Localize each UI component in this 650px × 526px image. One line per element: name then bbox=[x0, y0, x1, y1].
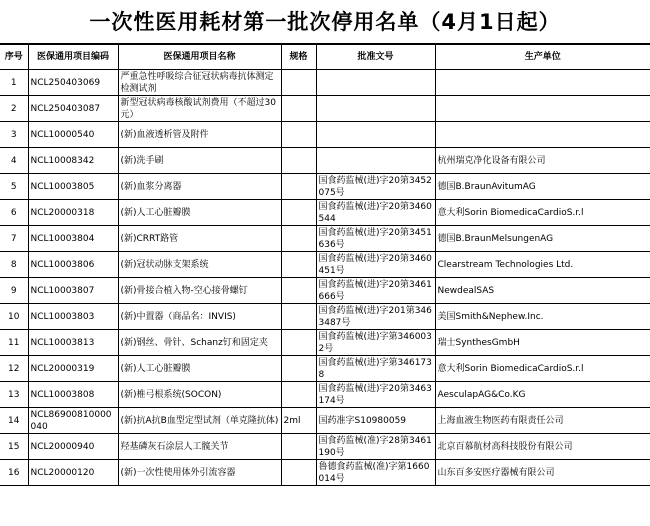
table-row bbox=[0, 200, 650, 226]
table-row bbox=[0, 434, 650, 460]
cell-code: NCL250403087 bbox=[28, 96, 118, 122]
cell-name: 新型冠状病毒核酸试剂费用（不超过30元） bbox=[118, 96, 281, 122]
header-name: 医保通用项目名称 bbox=[118, 45, 281, 70]
cell-spec bbox=[281, 122, 316, 148]
table-row bbox=[0, 148, 650, 174]
table-row bbox=[0, 460, 650, 486]
cell-manufacturer: 杭州瑞克净化设备有限公司 bbox=[435, 148, 650, 174]
cell-name: (新)CRRT路管 bbox=[118, 226, 281, 252]
cell-name: (新)一次性使用体外引流容器 bbox=[118, 460, 281, 486]
cell-name: 严重急性呼吸综合征冠状病毒抗体测定检测试剂 bbox=[118, 70, 281, 96]
header-spec: 规格 bbox=[281, 45, 316, 70]
cell-no: 11 bbox=[0, 330, 28, 356]
cell-spec bbox=[281, 96, 316, 122]
cell-no: 6 bbox=[0, 200, 28, 226]
cell-name: (新)中置器（商品名：INVIS) bbox=[118, 304, 281, 330]
cell-approval: 国食药监械(进)字20第3451636号 bbox=[316, 226, 435, 252]
cell-manufacturer: 意大利Sorin BiomedicaCardioS.r.l bbox=[435, 200, 650, 226]
cell-no: 3 bbox=[0, 122, 28, 148]
cell-no: 9 bbox=[0, 278, 28, 304]
cell-manufacturer: Clearstream Technologies Ltd. bbox=[435, 252, 650, 278]
cell-manufacturer: 德国B.BraunAvitumAG bbox=[435, 174, 650, 200]
table-row bbox=[0, 278, 650, 304]
cell-approval bbox=[316, 148, 435, 174]
cell-name: (新)人工心脏瓣膜 bbox=[118, 356, 281, 382]
cell-no: 16 bbox=[0, 460, 28, 486]
cell-spec bbox=[281, 382, 316, 408]
cell-manufacturer: 山东百多安医疗器械有限公司 bbox=[435, 460, 650, 486]
cell-name: (新)冠状动脉支架系统 bbox=[118, 252, 281, 278]
cell-spec bbox=[281, 70, 316, 96]
cell-manufacturer: 瑞士SynthesGmbH bbox=[435, 330, 650, 356]
cell-approval: 国食药监械(进)字20第3460544 bbox=[316, 200, 435, 226]
cell-code: NCL20000319 bbox=[28, 356, 118, 382]
cell-code: NCL86900810000040 bbox=[28, 408, 118, 434]
cell-name: (新)钢丝、骨针、Schanz钉和固定夹 bbox=[118, 330, 281, 356]
cell-no: 13 bbox=[0, 382, 28, 408]
cell-spec: 2ml bbox=[281, 408, 316, 434]
cell-approval: 国食药监械(进)字20第3460451号 bbox=[316, 252, 435, 278]
cell-manufacturer bbox=[435, 70, 650, 96]
table-row bbox=[0, 174, 650, 200]
cell-code: NCL10003806 bbox=[28, 252, 118, 278]
cell-spec bbox=[281, 304, 316, 330]
cell-code: NCL20000940 bbox=[28, 434, 118, 460]
header-approval: 批准文号 bbox=[316, 45, 435, 70]
cell-approval bbox=[316, 96, 435, 122]
cell-manufacturer: AesculapAG&Co.KG bbox=[435, 382, 650, 408]
cell-name: (新)血液透析管及附件 bbox=[118, 122, 281, 148]
cell-code: NCL10003807 bbox=[28, 278, 118, 304]
cell-approval: 鲁德食药监械(准)字第1660014号 bbox=[316, 460, 435, 486]
data-table bbox=[0, 44, 650, 486]
cell-code: NCL10000540 bbox=[28, 122, 118, 148]
cell-no: 10 bbox=[0, 304, 28, 330]
cell-no: 5 bbox=[0, 174, 28, 200]
cell-name: (新)洗手刷 bbox=[118, 148, 281, 174]
cell-approval: 国食药监械(进)字20第3461666号 bbox=[316, 278, 435, 304]
cell-approval: 国食药监械(进)字第3461738 bbox=[316, 356, 435, 382]
header-row bbox=[0, 45, 650, 70]
cell-no: 15 bbox=[0, 434, 28, 460]
cell-no: 1 bbox=[0, 70, 28, 96]
cell-spec bbox=[281, 226, 316, 252]
cell-manufacturer: NewdealSAS bbox=[435, 278, 650, 304]
cell-approval: 国食药监械(进)字第3460032号 bbox=[316, 330, 435, 356]
cell-no: 14 bbox=[0, 408, 28, 434]
cell-approval: 国食药监械(准)字28第3461190号 bbox=[316, 434, 435, 460]
table-row bbox=[0, 356, 650, 382]
cell-name: (新)骨接合植入物-空心接骨螺钉 bbox=[118, 278, 281, 304]
cell-spec bbox=[281, 434, 316, 460]
cell-spec bbox=[281, 356, 316, 382]
table-row bbox=[0, 382, 650, 408]
cell-no: 4 bbox=[0, 148, 28, 174]
cell-no: 2 bbox=[0, 96, 28, 122]
cell-approval: 国食药监械(进)字20第3463174号 bbox=[316, 382, 435, 408]
cell-no: 7 bbox=[0, 226, 28, 252]
cell-approval bbox=[316, 122, 435, 148]
cell-manufacturer: 德国B.BraunMelsungenAG bbox=[435, 226, 650, 252]
cell-manufacturer bbox=[435, 96, 650, 122]
cell-spec bbox=[281, 460, 316, 486]
table-row bbox=[0, 226, 650, 252]
cell-approval bbox=[316, 70, 435, 96]
cell-spec bbox=[281, 174, 316, 200]
cell-spec bbox=[281, 330, 316, 356]
cell-manufacturer: 美国Smith&Nephew.Inc. bbox=[435, 304, 650, 330]
cell-no: 12 bbox=[0, 356, 28, 382]
cell-manufacturer: 意大利Sorin BiomedicaCardioS.r.l bbox=[435, 356, 650, 382]
cell-name: (新)血浆分离器 bbox=[118, 174, 281, 200]
cell-manufacturer: 北京百慕航材高科技股份有限公司 bbox=[435, 434, 650, 460]
header-no: 序号 bbox=[0, 45, 28, 70]
cell-code: NCL10003804 bbox=[28, 226, 118, 252]
cell-code: NCL20000318 bbox=[28, 200, 118, 226]
cell-spec bbox=[281, 252, 316, 278]
cell-code: NCL10003803 bbox=[28, 304, 118, 330]
table-row bbox=[0, 330, 650, 356]
cell-approval: 国药准字S10980059 bbox=[316, 408, 435, 434]
table-row bbox=[0, 252, 650, 278]
cell-approval: 国食药监械(进)字201第3463487号 bbox=[316, 304, 435, 330]
table-row bbox=[0, 122, 650, 148]
cell-no: 8 bbox=[0, 252, 28, 278]
cell-spec bbox=[281, 200, 316, 226]
table-row bbox=[0, 304, 650, 330]
cell-manufacturer: 上海血液生物医药有限责任公司 bbox=[435, 408, 650, 434]
cell-code: NCL10003805 bbox=[28, 174, 118, 200]
cell-code: NCL20000120 bbox=[28, 460, 118, 486]
header-manufacturer: 生产单位 bbox=[435, 45, 650, 70]
cell-code: NCL10003808 bbox=[28, 382, 118, 408]
cell-name: (新)椎弓根系统(SOCON) bbox=[118, 382, 281, 408]
page-title: 一次性医用耗材第一批次停用名单（4月1日起） bbox=[0, 0, 650, 44]
cell-code: NCL10008342 bbox=[28, 148, 118, 174]
cell-name: 羟基磷灰石涂层人工髋关节 bbox=[118, 434, 281, 460]
cell-name: (新)抗A抗B血型定型试剂（单克隆抗体) bbox=[118, 408, 281, 434]
cell-name: (新)人工心脏瓣膜 bbox=[118, 200, 281, 226]
cell-approval: 国食药监械(进)字20第3452075号 bbox=[316, 174, 435, 200]
cell-spec bbox=[281, 278, 316, 304]
cell-code: NCL10003813 bbox=[28, 330, 118, 356]
cell-code: NCL250403069 bbox=[28, 70, 118, 96]
header-code: 医保通用项目编码 bbox=[28, 45, 118, 70]
table-row bbox=[0, 96, 650, 122]
table-row bbox=[0, 408, 650, 434]
table-row bbox=[0, 70, 650, 96]
cell-manufacturer bbox=[435, 122, 650, 148]
cell-spec bbox=[281, 148, 316, 174]
